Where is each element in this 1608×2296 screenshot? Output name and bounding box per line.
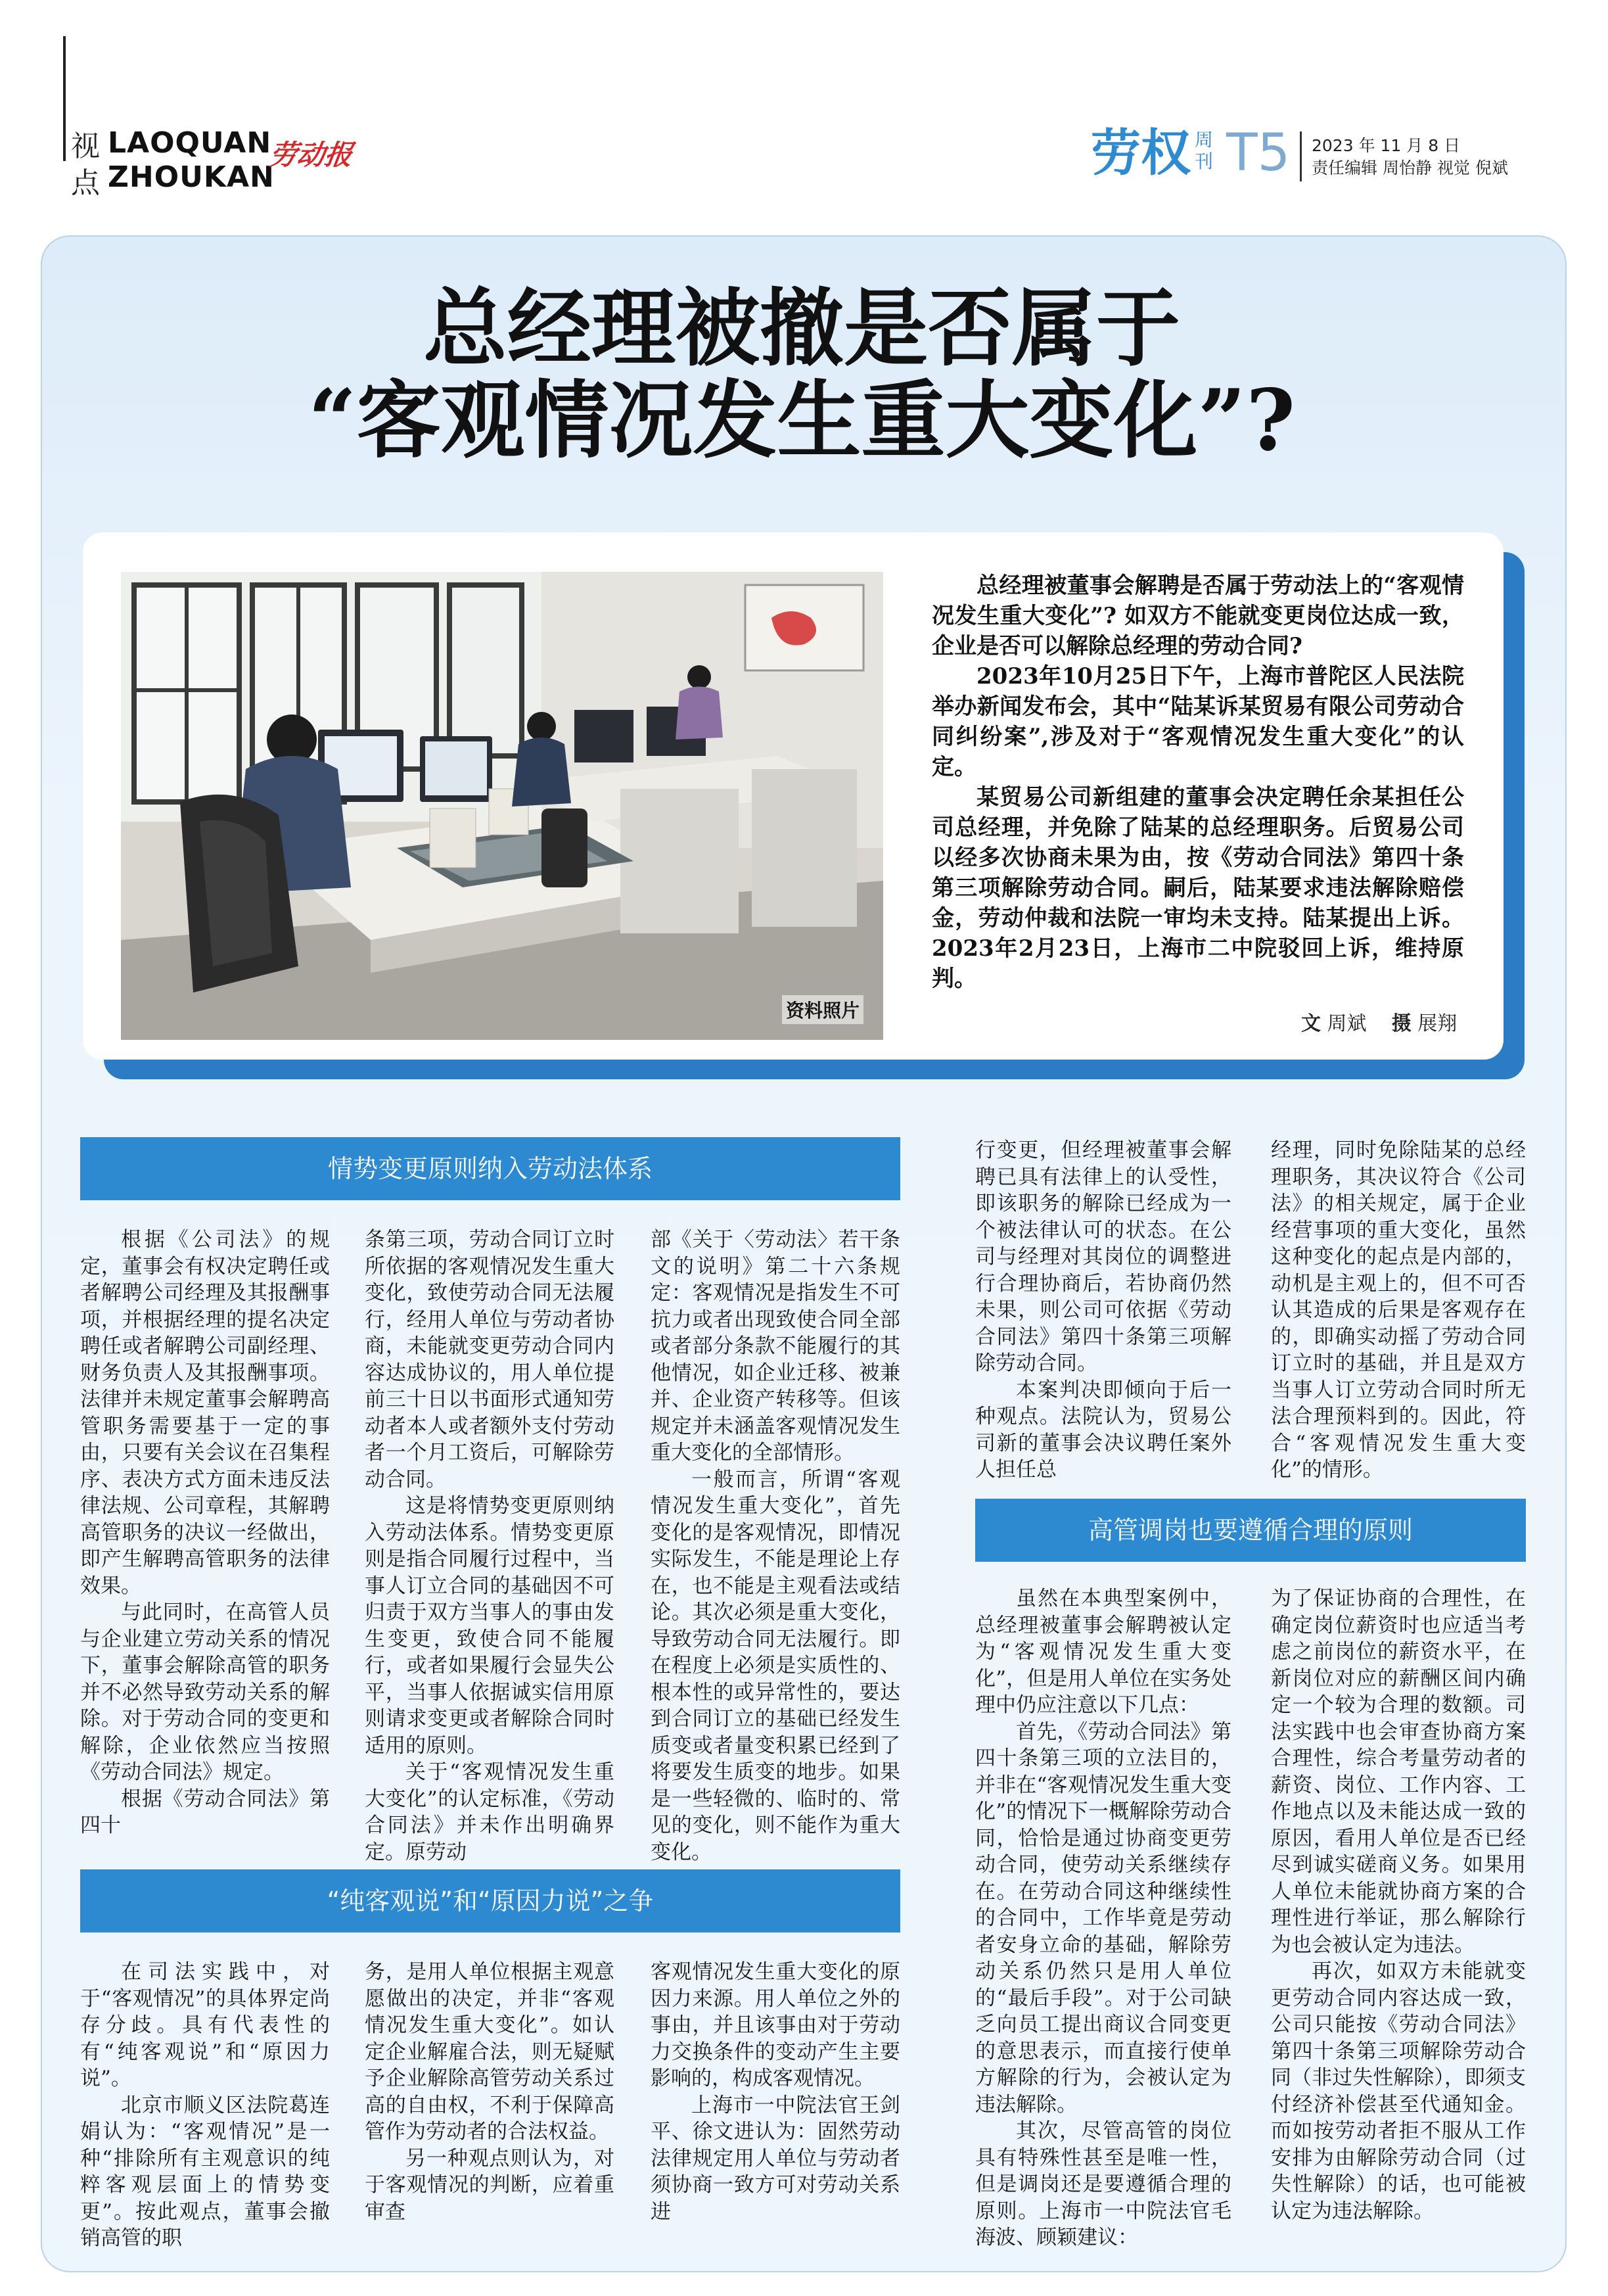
intro-text (932, 571, 1464, 994)
body-paragraph: 本案判决即倾向于后一种观点。法院认为，贸易公司新的董事会决议聘任案外人担任总 (975, 1378, 1231, 1482)
editor-credits: 责任编辑 周怡静 视觉 倪斌 (1312, 158, 1508, 177)
masthead-divider (1300, 131, 1302, 181)
body-paragraph: 根据《公司法》的规定，董事会有权决定聘任或者解聘公司经理及其报酬事项，并根据经理的提名决定聘任或者解聘公司副经理、财务负责人及其报酬事项。法律并未规定董事会解聘高管职务需要基于一定的事由，只要有关会议在召集程序、表决方式方面未违反法律法规、公司章程，其解聘高管职务的决议一经做出，即产生解聘高管职务的法律效果。 (80, 1228, 330, 1598)
body-paragraph: 务，是用人单位根据主观意愿做出的决定，并非“客观情况发生重大变化”。如认定企业解雇合法，则无疑赋予企业解除高管劳动关系过高的自由权，不利于保障高管作为劳动者的合法权益。 (365, 1960, 614, 2144)
brand-english-line1: LAOQUAN (108, 126, 272, 160)
body-paragraph: 上海市一中院法官王剑平、徐文进认为：固然劳动法律规定用人单位与劳动者须协商一致方可对劳动关系进 (651, 2093, 900, 2224)
body-paragraph: 在司法实践中，对于“客观情况”的具体界定尚存分歧。具有代表性的有“纯客观说”和“原因力说”。 (80, 1960, 330, 2090)
body-paragraph: 条第三项，劳动合同订立时所依据的客观情况发生重大变化，致使劳动合同无法履行，经用人单位与劳动者协商，未能就变更劳动合同内容达成协议的，用人单位提前三十日以书面形式通知劳动者本人或者额外支付劳动者一个月工资后，可解除劳动合同。 (365, 1228, 614, 1491)
section-title-1: 情势变更原则纳入劳动法体系 (80, 1137, 900, 1200)
brand-english (108, 126, 275, 195)
body-paragraph: 北京市顺义区法院葛连娟认为：“客观情况”是一种“排除所有主观意识的纯粹客观层面上的情势变更”。按此观点，董事会撤销高管的职 (80, 2093, 330, 2250)
body-paragraph: 根据《劳动合同法》第四十 (80, 1787, 330, 1837)
intro-paragraph: 某贸易公司新组建的董事会决定聘任余某担任公司总经理，并免除了陆某的总经理职务。后贸易公司以经多次协商未果为由，按《劳动合同法》第四十条第三项解除劳动合同。嗣后，陆某要求违法解除赔偿金，劳动仲裁和法院一审均未支持。陆某提出上诉。2023年2月23日，上海市二中院驳回上诉，维持原判。 (932, 784, 1464, 992)
right-column5-top (1271, 1137, 1526, 1484)
byline-photographer: 展翔 (1417, 1012, 1458, 1035)
body-paragraph: 部《关于〈劳动法〉若干条文的说明》第二十六条规定：客观情况是指发生不可抗力或者出现致使合同全部或者部分条款不能履行的其他情况，如企业迁移、被兼并、企业资产转移等。但该规定并未涵盖客观情况发生重大变化的全部情形。 (651, 1228, 900, 1464)
body-paragraph: 另一种观点则认为，对于客观情况的判断，应着重审查 (365, 2146, 614, 2224)
issue-date: 2023 年 11 月 8 日 (1312, 136, 1461, 155)
section2-column1 (80, 1959, 330, 2252)
byline-author: 周斌 (1327, 1012, 1367, 1035)
body-paragraph: 行变更，但经理被董事会解聘已具有法律上的认受性，即该职务的解除已经成为一个被法律认可的状态。在公司与经理对其岗位的调整进行合理协商后，若协商仍然未果，则公司可依据《劳动合同法》第四十条第三项解除劳动合同。 (975, 1138, 1231, 1375)
body-paragraph: 再次，如双方未能就变更劳动合同内容达成一致，公司只能按《劳动合同法》第四十条第三项解除劳动合同（非过失性解除），即须支付经济补偿甚至代通知金。而如按劳动者拒不服从工作安排为由解除劳动合同（过失性解除）的话，也可能被认定为违法解除。 (1271, 1959, 1526, 2223)
body-paragraph: 这是将情势变更原则纳入劳动法体系。情势变更原则是指合同履行过程中，当事人订立合同的基础因不可归责于双方当事人的事由发生变更，致使合同不能履行，或者如果履行会显失公平，当事人依据诚实信用原则请求变更或者解除合同时适用的原则。 (365, 1494, 614, 1758)
body-paragraph: 一般而言，所谓“客观情况发生重大变化”，首先变化的是客观情况，即情况实际发生，不能是理论上存在，也不能是主观看法或结论。其次必须是重大变化，导致劳动合同无法履行。即在程度上必须是实质性的、根本性的或异常性的，要达到合同订立的基础已经发生质变或者量变积累已经到了将要发生质变的地步。如果是一些轻微的、临时的、常见的变化，则不能作为重大变化。 (651, 1467, 900, 1864)
intro-paragraph: 2023年10月25日下午，上海市普陀区人民法院举办新闻发布会，其中“陆某诉某贸易有限公司劳动合同纠纷案”,涉及对于“客观情况发生重大变化”的认定。 (932, 663, 1464, 780)
byline-text-label: 文 (1301, 1012, 1321, 1035)
intro-paragraph: 总经理被董事会解聘是否属于劳动法上的“客观情况发生重大变化”? 如双方不能就变更岗位达成一致，企业是否可以解除总经理的劳动合同? (932, 573, 1464, 659)
body-paragraph: 经理，同时免除陆某的总经理职务，其决议符合《公司法》的相关规定，属于企业经营事项的重大变化，虽然这种变化的起点是内部的，动机是主观上的，但不可否认其造成的后果是客观存在的，即确实动摇了劳动合同订立时的基础，并且是双方当事人订立劳动合同时所无法合理预料到的。因此，符合“客观情况发生重大变化”的情形。 (1271, 1138, 1526, 1482)
section3-column1 (975, 1585, 1231, 2251)
body-paragraph: 客观情况发生重大变化的原因力来源。用人单位之外的事由，并且该事由对于劳动力交换条件的变动产生主要影响的，构成客观情况。 (651, 1960, 900, 2090)
brand-english-line2: ZHOUKAN (108, 160, 275, 194)
section-title-3: 高管调岗也要遵循合理的原则 (975, 1499, 1526, 1562)
section2-column3 (651, 1959, 900, 2225)
section-title-2: “纯客观说”和“原因力说”之争 (80, 1869, 900, 1933)
headline-line2: “客观情况发生重大变化”? (308, 371, 1296, 470)
body-paragraph: 其次，尽管高管的岗位具有特殊性甚至是唯一性，但是调岗还是要遵循合理的原则。上海市一中院法官毛海波、顾颖建议： (975, 2119, 1231, 2249)
newspaper-logo: 劳动报 (267, 139, 355, 171)
body-paragraph: 与此同时，在高管人员与企业建立劳动关系的情况下，董事会解除高管的职务并不必然导致劳动关系的解除。对于劳动合同的变更和解除，企业依然应当按照《劳动合同法》规定。 (80, 1601, 330, 1784)
byline (1301, 1007, 1457, 1036)
right-column4-top (975, 1137, 1231, 1484)
body-paragraph: 虽然在本典型案例中，总经理被董事会解聘被认定为“客观情况发生重大变化”，但是用人单位在实务处理中仍应注意以下几点： (975, 1587, 1231, 1717)
photo-caption: 资料照片 (782, 995, 863, 1024)
page-code: T5 (1226, 124, 1291, 183)
weekly-name: 劳权 (1091, 124, 1191, 182)
byline-photo-label: 摄 (1391, 1012, 1412, 1035)
body-paragraph: 关于“客观情况发生重大变化”的认定标准，《劳动合同法》并未作出明确界定。原劳动 (365, 1760, 614, 1864)
body-paragraph: 首先，《劳动合同法》第四十条第三项的立法目的，并非在“客观情况发生重大变化”的情况下一概解除劳动合同，恰恰是通过协商变更劳动合同，使劳动关系继续存在。在劳动合同这种继续性的合同中，工作毕竟是劳动者安身立命的基础，解除劳动关系仍然只是用人单位的“最后手段”。对于公司缺乏向员工提出商议合同变更的意思表示，而直接行使单方解除的行为，会被认定为违法解除。 (975, 1720, 1231, 2117)
section3-column2 (1271, 1585, 1526, 2224)
section1-column3 (651, 1227, 900, 1865)
section1-column2 (365, 1227, 614, 1865)
body-paragraph: 为了保证协商的合理性，在确定岗位薪资时也应适当考虑之前岗位的薪资水平，在新岗位对应的薪酬区间内确定一个较为合理的数额。司法实践中也会审查协商方案合理性，综合考量劳动者的薪资、岗位、工作内容、工作地点以及未能达成一致的原因，看用人单位是否已经尽到诚实磋商义务。如果用人单位未能就协商方案的合理性进行举证，那么解除行为也会被认定为违法。 (1271, 1587, 1526, 1957)
weekly-sub: 周刊 (1195, 129, 1214, 172)
office-photo-illustration (121, 572, 883, 1040)
section2-column2 (365, 1959, 614, 2225)
section-label: 视点 (71, 129, 100, 200)
headline-line1: 总经理被撤是否属于 (423, 279, 1180, 378)
section1-column1 (80, 1227, 330, 1839)
masthead-rule (63, 36, 66, 161)
office-photo (121, 572, 883, 1040)
